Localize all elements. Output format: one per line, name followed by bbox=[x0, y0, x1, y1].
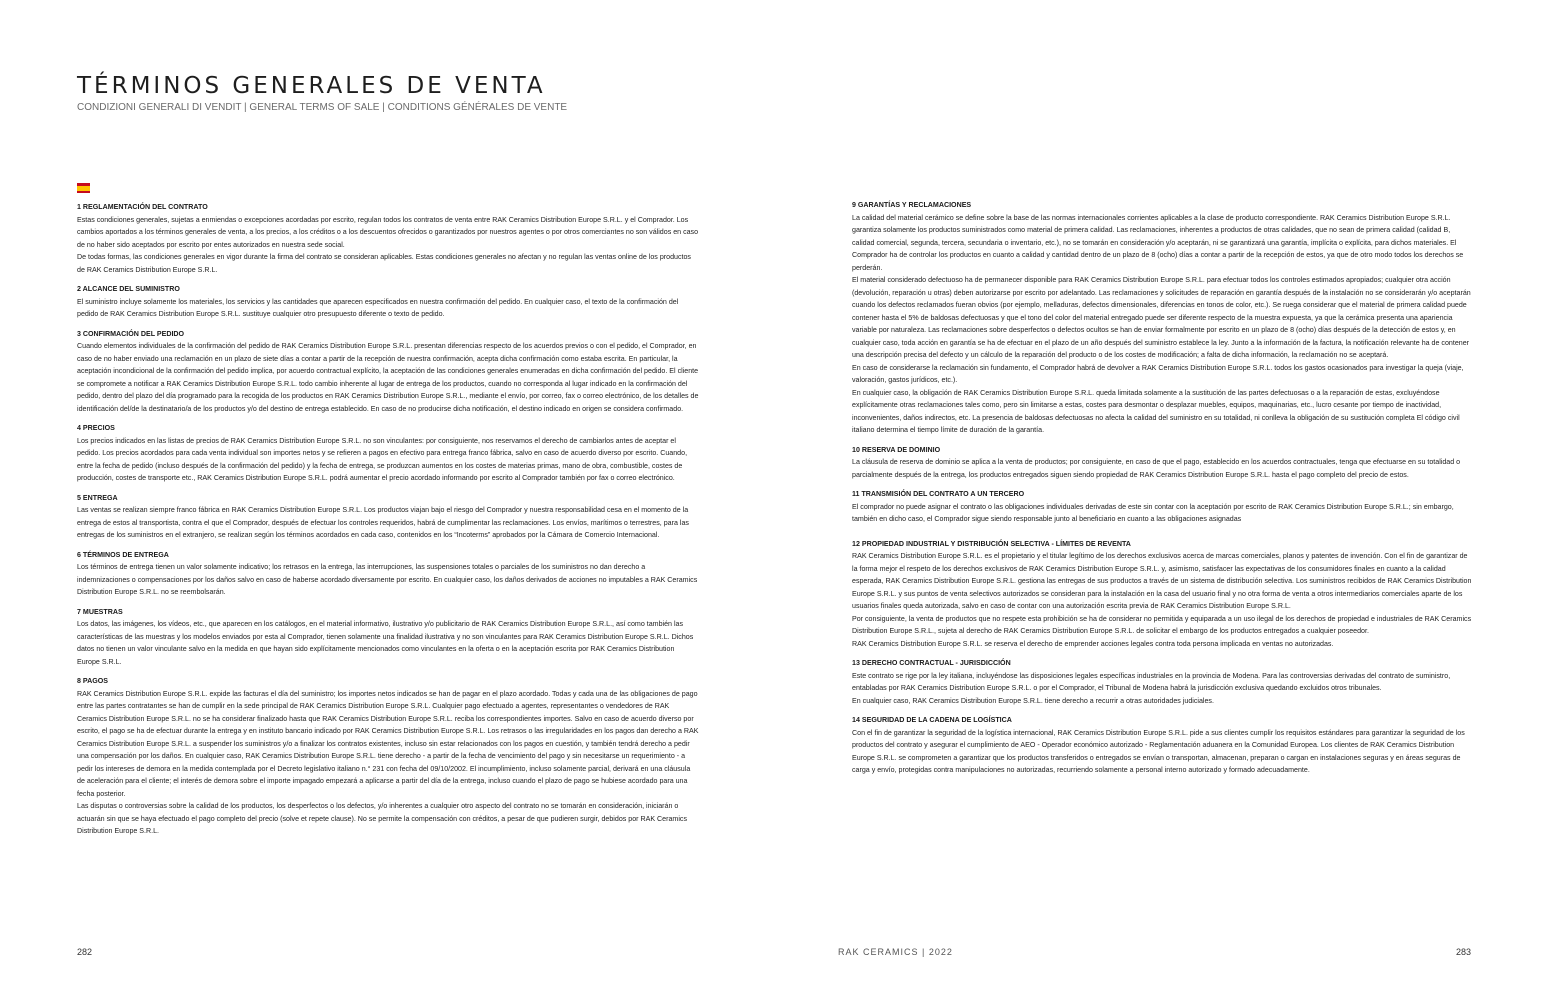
section-heading: 11 TRANSMISIÓN DEL CONTRATO A UN TERCERO bbox=[852, 490, 1025, 498]
section-heading: 5 ENTREGA bbox=[77, 493, 118, 502]
section-paragraph: Por consiguiente, la venta de productos que no respete esta prohibición se ha de considerar no permitida y equiparada a un uso ilegal de los derechos de propiedad e industriales de RAK Ceramics Distribution Europe S.R.L., sujeta al derecho de RAK Ceramics Distribution Europe S.R.L. de solicitar el embargo de los productos entregados a cualquier poseedor. bbox=[852, 614, 1472, 635]
terms-section bbox=[852, 657, 1474, 707]
section-heading: 14 SEGURIDAD DE LA CADENA DE LOGÍSTICA bbox=[852, 716, 1012, 724]
terms-section bbox=[852, 444, 1474, 482]
section-paragraph: Cuando elementos individuales de la confirmación del pedido de RAK Ceramics Distribution Europe S.R.L. presentan diferencias respecto de los acuerdos previos o con el pedido, el Comprador, en caso de no haber enviado una reclamación en un plazo de siete días a contar a partir de la recepción de nuestra confirmación, acepta dicha confirmación como estaba escrita. En particular, la aceptación incondicional de la confirmación del pedido implica, por acuerdo contractual explícito, la aceptación de las condiciones generales enumeradas en dicha confirmación del pedido. El cliente se compromete a notificar a RAK Ceramics Distribution Europe S.R.L. todo cambio inherente al lugar de entrega de los productos, cuando no corresponda al lugar indicado en la confirmación del pedido, dentro del plazo del día programado para la recogida de los productos en RAK Ceramics Distribution Europe S.R.L., mediante el envío, por correo, fax o correo electrónico, de los detalles de identificación del/de la destinatario/a de los productos y/o del destino de entrega establecido. En caso de no producirse dicha notificación, el destino indicado en origen se considera confirmado. bbox=[77, 342, 699, 413]
section-paragraph: El comprador no puede asignar el contrato o las obligaciones individuales derivadas de este sin contar con la aceptación por escrito de RAK Ceramics Distribution Europe S.R.L.; sin embargo, también en dicho caso, el Comprador sigue siendo responsable junto al beneficiario en cuanto a las obligaciones asignadas bbox=[852, 502, 1454, 523]
section-paragraph: En cualquier caso, RAK Ceramics Distribution Europe S.R.L. tiene derecho a recurrir a otras autoridades judiciales. bbox=[852, 696, 1214, 705]
section-heading: 2 ALCANCE DEL SUMINISTRO bbox=[77, 285, 180, 293]
terms-section bbox=[77, 606, 699, 669]
page-subtitle: CONDIZIONI GENERALI DI VENDIT | GENERAL TERMS OF SALE | CONDITIONS GÉNÉRALES DE VENTE bbox=[77, 102, 568, 113]
section-paragraph: En cualquier caso, la obligación de RAK Ceramics Distribution Europe S.R.L. queda limitada solamente a la sustitución de las partes defectuosas o a la reparación de estas, excluyéndose explícitamente otras reclamaciones tales como, pero sin limitarse a estas, costes para desmontar o desplazar muebles, equipos, maquinarias, etc., lucro cesante por tiempo de inactividad, inconvenientes, daños indirectos, etc. La presencia de baldosas defectuosas no afecta la calidad del suministro en su totalidad, ni conlleva la obligación de su sustitución completa El código civil italiano determina el tiempo límite de duración de la garantía. bbox=[852, 388, 1460, 434]
section-paragraph: Este contrato se rige por la ley italiana, incluyéndose las disposiciones legales específicas industriales en la provincia de Modena. Para las controversias derivadas del contrato de suministro, entabladas por RAK Ceramics Distribution Europe S.R.L. o por el Comprador, el Tribunal de Modena habrá la jurisdicción exclusiva quedando excluidos otros tribunales. bbox=[852, 671, 1451, 692]
section-paragraph: RAK Ceramics Distribution Europe S.R.L. es el propietario y el titular legítimo de los derechos exclusivos acerca de marcas comerciales, planos y patentes de invención. Con el fin de garantizar de la forma mejor el respeto de los derechos exclusivos de RAK Ceramics Distribution Europe S.R.L. y, asimismo, satisfacer las expectativas de los consumidores finales en cuanto a la calidad esperada, RAK Ceramics Distribution Europe S.R.L. gestiona las entregas de sus productos a través de un sistema de distribución selectiva. Los suministros recibidos de RAK Ceramics Distribution Europe S.R.L. y sus puntos de venta selectivos autorizados se consideran para la instalación en la casa del usuario final y no otra forma de venta a otros intermediarios comerciales aparte de los usuarios finales queda autorizada, salvo en caso de contar con una autorización escrita previa de RAK Ceramics Distribution Europe S.R.L. bbox=[852, 552, 1472, 610]
page-number-left: 282 bbox=[77, 947, 93, 957]
section-paragraph: Con el fin de garantizar la seguridad de la logística internacional, RAK Ceramics Distribution Europe S.R.L. pide a sus clientes cumplir los requisitos estándares para garantizar la seguridad de los productos del contrato y asegurar el cumplimiento de AEO - Operador económico autorizado - Reglamentación aduanera en la Comunidad Europea. Los clientes de RAK Ceramics Distribution Europe S.R.L. se comprometen a garantizar que los productos transferidos o entregados se envían o transportan, almacenan, preparan o cargan en instalaciones seguras y en áreas seguras de carga y envío, protegidas contra manipulaciones no autorizadas, recurriendo solamente a personal interno autorizado y formado adecuadamente. bbox=[852, 728, 1465, 774]
page-number-right: 283 bbox=[1456, 947, 1472, 957]
terms-section bbox=[77, 328, 699, 416]
section-heading: 6 TÉRMINOS DE ENTREGA bbox=[77, 550, 169, 559]
terms-section bbox=[852, 714, 1474, 777]
section-heading: 12 PROPIEDAD INDUSTRIAL Y DISTRIBUCIÓN SELECTIVA - LÍMITES DE REVENTA bbox=[852, 539, 1131, 548]
right-column bbox=[852, 199, 1474, 784]
section-paragraph: De todas formas, las condiciones generales en vigor durante la firma del contrato se consideran aplicables. Estas condiciones generales no afectan y no regulan las ventas online de los productos de RAK Ceramics Distribution Europe S.R.L. bbox=[77, 253, 691, 274]
section-paragraph: Las ventas se realizan siempre franco fábrica en RAK Ceramics Distribution Europe S.R.L. Los productos viajan bajo el riesgo del Comprador y nuestra responsabilidad cesa en el momento de la entrega de estos al transportista, contra el que el Comprador, después de efectuar los controles requeridos, habrá de cumplimentar las reclamaciones. Los envíos, marítimos o terrestres, para las entregas de los suministros en el extranjero, se realizan según los términos acordados en cada caso, contenidos en los “Incoterms” aprobados por la Cámara de Comercio Internacional. bbox=[77, 506, 689, 539]
terms-section bbox=[852, 199, 1474, 437]
section-paragraph: La calidad del material cerámico se define sobre la base de las normas internacionales corrientes aplicables a la clase de producto correspondiente. RAK Ceramics Distribution Europe S.R.L. garantiza solamente los productos suministrados como material de primera calidad. Las reclamaciones, inherentes a productos de otras calidades, que no sean de primera calidad (calidad B, calidad comercial, segunda, tercera, secundaria o inventario, etc.), no se tomarán en consideración y/o aceptarán, ni se garantizará una garantía, implícita o explícita, para dichos materiales. El Comprador ha de controlar los productos en cuanto a calidad y cantidad dentro de un plazo de 8 (ocho) días a contar a partir de la recepción de estos, ya que de otro modo todos los derechos se perderán. bbox=[852, 213, 1464, 272]
section-heading: 4 PRECIOS bbox=[77, 424, 115, 432]
terms-section bbox=[852, 488, 1474, 526]
section-paragraph: RAK Ceramics Distribution Europe S.R.L. se reserva el derecho de emprender acciones legales contra toda persona implicada en ventas no autorizadas. bbox=[852, 639, 1334, 648]
terms-section bbox=[77, 549, 699, 599]
section-paragraph: La cláusula de reserva de dominio se aplica a la venta de productos; por consiguiente, en caso de que el pago, establecido en los acuerdos contractuales, tenga que efectuarse en su totalidad o parcialmente después de la entrega, los productos entregados siguen siendo propiedad de RAK Ceramics Distribution Europe S.R.L. hasta el pago completo del precio de estos. bbox=[852, 458, 1461, 479]
section-paragraph: El suministro incluye solamente los materiales, los servicios y las cantidades que aparecen especificados en nuestra confirmación del pedido. En cualquier caso, el texto de la confirmación del pedido de RAK Ceramics Distribution Europe S.R.L. sustituye cualquier otro presupuesto diferente o texto de pedido. bbox=[77, 297, 679, 318]
section-heading: 9 GARANTÍAS Y RECLAMACIONES bbox=[852, 201, 972, 209]
section-heading: 3 CONFIRMACIÓN DEL PEDIDO bbox=[77, 329, 185, 338]
section-paragraph: El material considerado defectuoso ha de permanecer disponible para RAK Ceramics Distribution Europe S.R.L. para efectuar todos los controles estimados apropiados; cualquier otra acción (devolución, reparación u otras) deben autorizarse por escrito por adelantado. Las reclamaciones y solicitudes de reparación en garantía después de la instalación no se considerarán y/o aceptarán cuando los defectos reclamados fueran obvios (por ejemplo, melladuras, defectos dimensionales, diferencias en tonos de color, etc.). Se ruega considerar que el material de primera calidad puede contener hasta el 5% de baldosas defectuosas y que el tono del color del material entregado puede ser diferente respecto de la muestra expuesta, ya que la cerámica presenta una apariencia variable por naturaleza. Las reclamaciones sobre desperfectos o defectos ocultos se han de enviar formalmente por escrito en un plazo de 8 (ocho) días después de la detección de estos y, en cualquier caso, toda acción en garantía se ha de efectuar en el plazo de un año después del suministro establece la ley. Junto a la información de la factura, la notificación relevante ha de contener una descripción precisa del defecto y un cálculo de la reparación del producto o de los costes de modificación; a falta de dicha información, la reclamación no se aceptará. bbox=[852, 276, 1471, 359]
section-heading: 8 PAGOS bbox=[77, 677, 109, 685]
section-paragraph: Los datos, las imágenes, los vídeos, etc., que aparecen en los catálogos, en el material informativo, ilustrativo y/o publicitario de RAK Ceramics Distribution Europe S.R.L., así como también las características de las muestras y los modelos enviados por esta al Comprador, tienen solamente una finalidad ilustrativa y no son vinculantes para RAK Ceramics Distribution Europe S.R.L. Dichos datos no tienen un valor vinculante salvo en la medida en que hayan sido explícitamente mencionados como vinculantes en la oferta o en la aceptación escrita por RAK Ceramics Distribution Europe S.R.L. bbox=[77, 620, 694, 666]
page-title: TÉRMINOS GENERALES DE VENTA bbox=[77, 73, 546, 99]
terms-section bbox=[77, 675, 699, 838]
section-paragraph: Los términos de entrega tienen un valor solamente indicativo; los retrasos en la entrega, las interrupciones, las suspensiones totales o parciales de los suministros no dan derecho a indemnizaciones o compensaciones por los daños salvo en caso de haberse acordado diversamente por escrito. En cualquier caso, los daños derivados de acciones no imputables a RAK Ceramics Distribution Europe S.R.L. no se reembolsarán. bbox=[77, 563, 698, 596]
terms-section bbox=[77, 283, 699, 321]
section-paragraph: Estas condiciones generales, sujetas a enmiendas o excepciones acordadas por escrito, regulan todos los contratos de venta entre RAK Ceramics Distribution Europe S.R.L. y el Comprador. Los cambios aportados a los términos generales de venta, a los precios, a los créditos o a los descuentos ofrecidos o garantizados por nuestros agentes o por otros comerciantes no son válidos en caso de no haber sido aceptados por escrito por entes autorizados en nuestra sede social. bbox=[77, 215, 699, 249]
left-column bbox=[77, 201, 699, 845]
terms-section bbox=[852, 538, 1474, 651]
footer-brand: RAK CERAMICS | 2022 bbox=[838, 947, 953, 957]
section-heading: 7 MUESTRAS bbox=[77, 607, 123, 616]
terms-section bbox=[77, 422, 699, 485]
section-heading: 10 RESERVA DE DOMINIO bbox=[852, 445, 941, 454]
section-heading: 1 REGLAMENTACIÓN DEL CONTRATO bbox=[77, 203, 208, 211]
section-paragraph: En caso de considerarse la reclamación sin fundamento, el Comprador habrá de devolver a RAK Ceramics Distribution Europe S.R.L. todos los gastos ocasionados para investigar la queja (viaje, valoración, gastos jurídicos, etc.). bbox=[852, 363, 1464, 384]
terms-section bbox=[77, 492, 699, 542]
spain-flag-icon bbox=[77, 183, 90, 193]
section-paragraph: RAK Ceramics Distribution Europe S.R.L. expide las facturas el día del suministro; los importes netos indicados se han de pagar en el plazo acordado. Todas y cada una de las obligaciones de pago entre las partes contratantes se han de cumplir en la sede principal de RAK Ceramics Distribution Europe S.R.L. Cualquier pago efectuado a agentes, representantes o vendedores de RAK Ceramics Distribution Europe S.R.L. no se ha considerar finalizado hasta que RAK Ceramics Distribution Europe S.R.L. reciba los correspondientes importes. Salvo en caso de acuerdo diverso por escrito, el pago se ha de efectuar durante la entrega y en instituto bancario indicado por RAK Ceramics Distribution Europe S.R.L. Los retrasos o las irregularidades en los pagos dan derecho a RAK Ceramics Distribution Europe S.R.L. a suspender los suministros y/o a finalizar los contratos existentes, incluso sin estar relacionados con los pagos en cuestión, y también tendrá derecho a pedir una compensación por los daños. En cualquier caso, RAK Ceramics Distribution Europe S.R.L. tiene derecho - a partir de la fecha de vencimiento del pago y sin necesitarse un requerimiento - a pedir los intereses de demora en la medida contemplada por el Decreto legislativo italiano n.° 231 con fecha del 09/10/2002. El incumplimiento, incluso solamente parcial, derivará en una cláusula de aceleración para el cliente; el interés de demora sobre el importe impagado empezará a aplicarse a partir del día de la entrega, incluso cuando el plazo de pago se hubiese acordado para una fecha posterior. bbox=[77, 689, 699, 798]
terms-section bbox=[77, 201, 699, 276]
section-paragraph: Las disputas o controversias sobre la calidad de los productos, los desperfectos o los defectos, y/o inherentes a cualquier otro aspecto del contrato no se tomarán en consideración, iniciarán o actuarán sin que se haya efectuado el pago completo del precio (solve et repete clause). No se permite la compensación con créditos, a pesar de que pudieren surgir, debidos por RAK Ceramics Distribution Europe S.R.L. bbox=[77, 802, 688, 835]
section-paragraph: Los precios indicados en las listas de precios de RAK Ceramics Distribution Europe S.R.L. no son vinculantes: por consiguiente, nos reservamos el derecho de cambiarlos antes de aceptar el pedido. Los precios acordados para cada venta individual son importes netos y se refieren a pagos en efectivo para entrega franco fábrica, salvo en caso de acuerdo diverso por escrito. Cuando, entre la fecha de pedido (incluso después de la confirmación del pedido) y la fecha de entrega, se produzcan aumentos en los costes de materias primas, mano de obra, combustible, costes de producción, costes de transporte etc., RAK Ceramics Distribution Europe S.R.L. podrá aumentar el precio acordado informando por escrito al Comprador también por fax o correo electrónico. bbox=[77, 436, 688, 482]
section-heading: 13 DERECHO CONTRACTUAL - JURISDICCIÓN bbox=[852, 659, 1011, 667]
